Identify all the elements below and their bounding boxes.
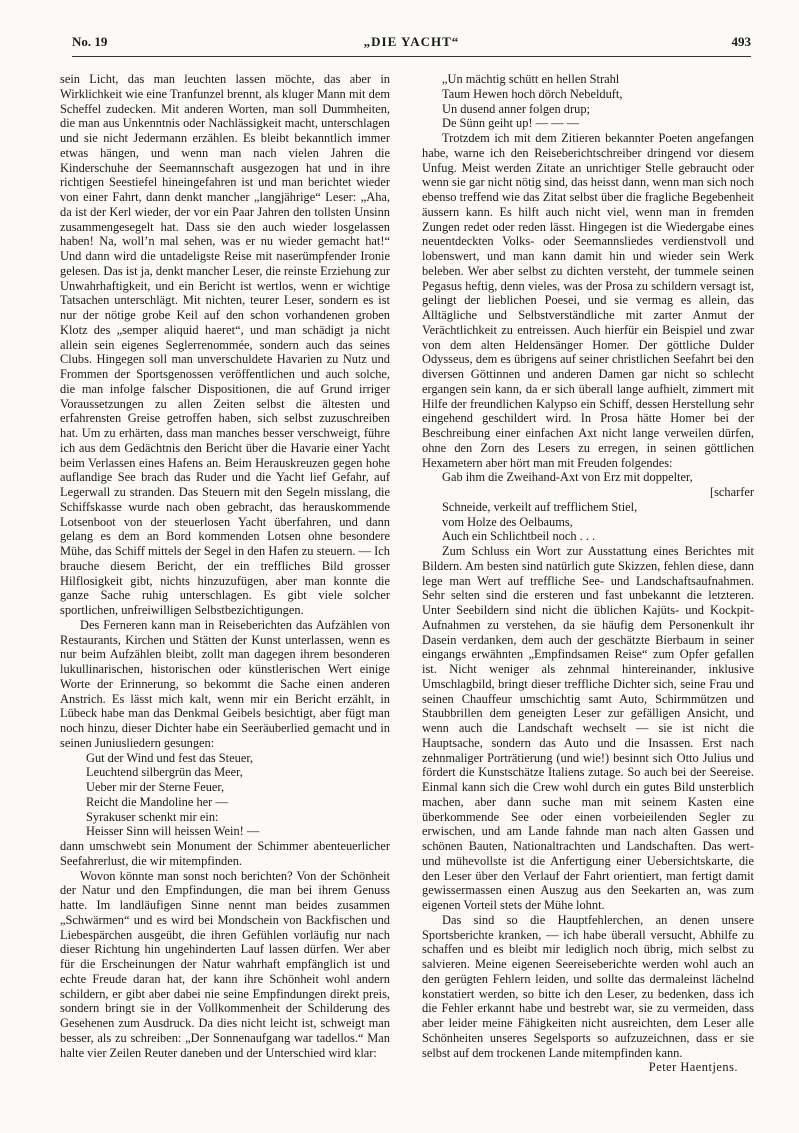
journal-title: „DIE YACHT“ <box>363 34 460 49</box>
paragraph: sein Licht, das man leuchten lassen möchte, das aber in Wirklichkeit wie eine Tranfunzel brennt, als kluger Mann mit dem Scheffel zudecken. Mit anderen Worten, man soll Dummheiten, die man aus Unkenntnis oder Nachlässigkeit macht, unterschlagen und sie nicht Jedermann erzählen. Es bleibt bekanntlich immer etwas hängen, und wenn man nach vielen Jahren die Kinderschuhe der Seemannschaft ausgezogen hat und in ihre richtigen Seestiefel hineingefahren ist und man berichtet wieder von einer Fahrt, dann denkt mancher „langjährige“ Leser: „Aha, da ist der Kerl wieder, der vor ein Paar Jahren den tollsten Unsinn zusammengesegelt hat. Dass sie den auch wieder losgelassen haben! Na, woll’n mal sehen, was er nu wieder gemacht hat!“ Und dann wird die untadeligste Reise mit naserümpfender Ironie gelesen. Das ist ja, denkt mancher Leser, die reinste Erziehung zur Unwahrhaftigkeit, und ein Bericht ist wertlos, wenn er wichtige Tatsachen unterschlägt. Mit nichten, teurer Leser, sondern es ist nur der nötige grobe Keil auf den schon vorhandenen groben Klotz des „semper aliquid haeret“, und man schädigt ja nicht allein sein eigenes Seglerrenommée, sondern auch das seines Clubs. Hingegen soll man unverschuldete Havarien zu Nutz und Frommen der Sportsgenossen veröffentlichen und auch solche, die man infolge falscher Dispositionen, die auf Grund irriger Voraussetzungen zu allen Zeiten selbst die ältesten und erfahrensten Greise getroffen haben, sich selbst zuzuschreiben hat. Um zu erhärten, dass man manches besser verschweigt, führe ich aus dem Gedächtnis den Bericht über die Havarie einer Yacht beim Verlassen eines Hafens an. Beim Herauskreuzen gegen hohe auflandige See brach das Ruder und die Yacht lief Gefahr, auf Legerwall zu stranden. Das Steuern mit den Segeln misslang, die Schiffskasse wurde nach oben gebracht, das herauskommende Lotsenboot von der steuerlosen Yacht überfahren, und dann gelang es dem an Bord kommenden Lotsen ohne besondere Mühe, das Schiff mittels der Segel in den Hafen zu steuern. — Ich brauche diesem Bericht, der ein treffliches Bild grosser Hilflosigkeit gibt, nichts hinzuzufügen, aber man konnte die ganze Sache ruhig unterschlagen. Es gibt viele solcher sportlichen, unfreiwilligen Selbstbezichtigungen. <box>60 72 390 617</box>
paragraph: Das sind so die Hauptfehlerchen, an denen unsere Sportsberichte kranken, — ich habe überall versucht, Abhilfe zu schaffen und es bleibt mir lediglich noch übrig, mich selbst zu salvieren. Meine eigenen Seereiseberichte werden wohl auch an den gerügten Fehlern leiden, und sollte das dermaleinst lächelnd konstatiert werden, so bitte ich den Leser, zu bedenken, dass ich die Fehler erkannt habe und bestrebt war, sie zu vermeiden, dass aber leider meine Fähigkeiten nicht ausreichten, dem Leser alle Schönheiten unseres Segelsports so aufzuzeichnen, dass er sie selbst auf dem trockenen Lande mitempfinden kann. <box>422 912 754 1060</box>
poem-line: Gut der Wind und fest das Steuer, <box>86 750 254 765</box>
poem-reuter <box>422 72 754 131</box>
poem-homer <box>422 470 754 544</box>
paragraph: Trotzdem ich mit dem Zitieren bekannter Poeten angefangen habe, warne ich den Reiseberichtschreiber dringend vor diesem Unfug. Meist werden Zitate an unrichtiger Stelle gebraucht oder wenn sie gar nicht nötig sind, das heisst dann, wenn man sich noch ebenso treffend wie das Zitat selbst über die fragliche Begebenheit äussern kann. Es hilft auch nicht viel, wenn man in fremden Zungen redet oder reden lässt. Hingegen ist die Wiedergabe eines neuentdeckten Volks- oder Seemannsliedes verdienstvoll und lobenswert, und man kann damit hin und wieder sein Werk beleben. Wer aber selbst zu dichten versteht, der tummele seinen Pegasus heftig, denn vieles, was der Prosa zu schildern versagt ist, gelingt der lieblichen Poesei, und sie vermag es allein, das Alltägliche und Selbstverständliche mit zarter Anmut der Verächtlichkeit zu entreissen. Auch hierfür ein Beispiel und zwar von dem alten Heldensänger Homer. Der göttliche Dulder Odysseus, dem es übrigens auf seiner christlichen Seefahrt bei den diversen Göttinnen und anderen Damen gar nicht so schlecht ergangen sein kann, da er sich überall lange aufhielt, zimmert mit Hilfe der freundlichen Kalypso ein Schiff, dessen Herstellung sehr eingehend geschildert wird. In Prosa hätte Homer bei der Beschreibung einer einfachen Axt nicht lange verweilen dürfen, ohne den Zorn des Lesers zu erregen, in seinen göttlichen Hexametern aber hört man mit Freuden folgendes: <box>422 131 754 470</box>
poem-line: De Sünn geiht up! — — — <box>442 116 579 131</box>
poem-line: Heisser Sinn will heissen Wein! — <box>86 824 260 839</box>
page-header <box>72 30 751 57</box>
page-number: 493 <box>731 34 751 49</box>
poem-line: Gab ihm die Zweihand-Axt von Erz mit doppelter, <box>442 470 693 485</box>
poem-line: Auch ein Schlichtbeil noch . . . <box>442 529 596 544</box>
paragraph: Zum Schluss ein Wort zur Ausstattung eines Berichtes mit Bildern. Am besten sind natürlich gute Skizzen, fehlen diese, dann lege man Wert auf treffliche See- und Landschaftsaufnahmen. Sehr selten sind die ersteren und fast unbekannt die letzteren. Unter Seebildern sind nicht die üblichen Kajüts- und Kockpit-Aufnahmen zu verstehen, da sie häufig dem Personenkult ihr Dasein verdanken, dem auch der geschätzte Bierbaum in seiner eingangs erwähnten „Empfindsamen Reise“ zum Opfer gefallen ist. Nicht weniger als zehnmal hintereinander, inklusive Umschlagbild, bringt dieser treffliche Dichter sich, seine Frau und seinen Chauffeur umschichtig samt Auto, Schirmmützen und Staubbrillen dem geneigten Leser zur gefälligen Ansicht, und wenn auch die Landschaft wechselt — sie ist nicht die Hauptsache, sondern das Auto und die Insassen. Erst nach zehnmaliger Porträtierung (und wie!) besinnt sich Otto Julius und fördert die Kunstschätze Italiens zutage. So auch bei der Seereise. Einmal kann sich die Crew wohl durch ein gutes Bild unsterblich machen, aber dann suche man mit seinem Kasten eine überkommende See oder einen vorbeieilenden Segler zu erwischen, und am Lande fahnde man nach alten Gassen und schönen Bauten, Nationaltrachten und Landschaften. Das wert- und mühevollste ist die Anfertigung einer Uebersichtskarte, die den Leser über den Verlauf der Fahrt orientiert, man fertigt damit gewissermassen einen Auszug aus den Seekarten an, was zum eigenen Vorteil stets der Mühe lohnt. <box>422 544 754 912</box>
poem-line: „Un mächtig schütt en hellen Strahl <box>442 72 620 86</box>
poem-line: Syrakuser schenkt mir ein: <box>86 809 219 824</box>
issue-number: No. 19 <box>72 34 108 49</box>
poem-line: Schneide, verkeilt auf trefflichem Stiel, <box>442 499 638 514</box>
poem-line: Reicht die Mandoline her — <box>86 794 228 809</box>
poem-line: vom Holze des Oelbaums, <box>442 514 573 529</box>
right-column <box>422 72 754 1075</box>
poem-line: Un dusend anner folgen drup; <box>442 101 590 116</box>
paragraph: Wovon könnte man sonst noch berichten? Von der Schönheit der Natur und den Empfindungen, die man bei ihrem Genuss hatte. Im landläufigen Sinne nennt man beides zusammen „Schwärmen“ und es wird bei Mondschein von Backfischen und Liebespärchen ausgeübt, die ihren Gefühlen vorläufig nur nach dieser Richtung hin ungehinderten Lauf lassen dürfen. Wer aber für die Erscheinungen der Natur wahrhaft empfänglich ist und echte Freude daran hat, der kann ihre Schönheit wohl andern schildern, er gibt aber dabei nie seine Empfindungen direkt preis, sondern bringt sie in der Vollkommenheit der Schilderung des Gesehenen zum Ausdruck. Da dies nicht leicht ist, schweigt man besser, als zu schreiben: „Der Sonnenaufgang war tadellos.“ Man halte vier Zeilen Reuter daneben und der Unterschied wird klar: <box>60 868 390 1060</box>
paragraph: Des Ferneren kann man in Reiseberichten das Aufzählen von Restaurants, Kirchen und Stätten der Kunst unterlassen, wenn es nur beim Aufzählen bleibt, zollt man dagegen ihrem besonderen lukullinarischen, historischen oder künstlerischen Wert einige Worte der Erinnerung, so bekommt die Sache einen anderen Anstrich. Es lässt mich kalt, wenn mir ein Bericht erzählt, in Lübeck habe man das Denkmal Geibels besichtigt, aber fügt man noch hinzu, dieser Dichter habe ein Seeräuberlied gemacht und in seinen Juniusliedern gesungen: <box>60 617 390 750</box>
author-signature: Peter Haentjens. <box>648 1060 738 1075</box>
poem-line: Taum Hewen hoch dörch Nebelduft, <box>442 86 623 101</box>
left-column <box>60 72 390 1060</box>
poem-line: [scharfer <box>709 485 754 499</box>
paragraph: dann umschwebt sein Monument der Schimmer abenteuerlicher Seefahrerlust, die wir mitempfinden. <box>60 839 390 868</box>
poem-line: Ueber mir der Sterne Feuer, <box>86 780 225 794</box>
poem-line: Leuchtend silbergrün das Meer, <box>86 765 243 780</box>
poem-geibel <box>60 751 390 840</box>
